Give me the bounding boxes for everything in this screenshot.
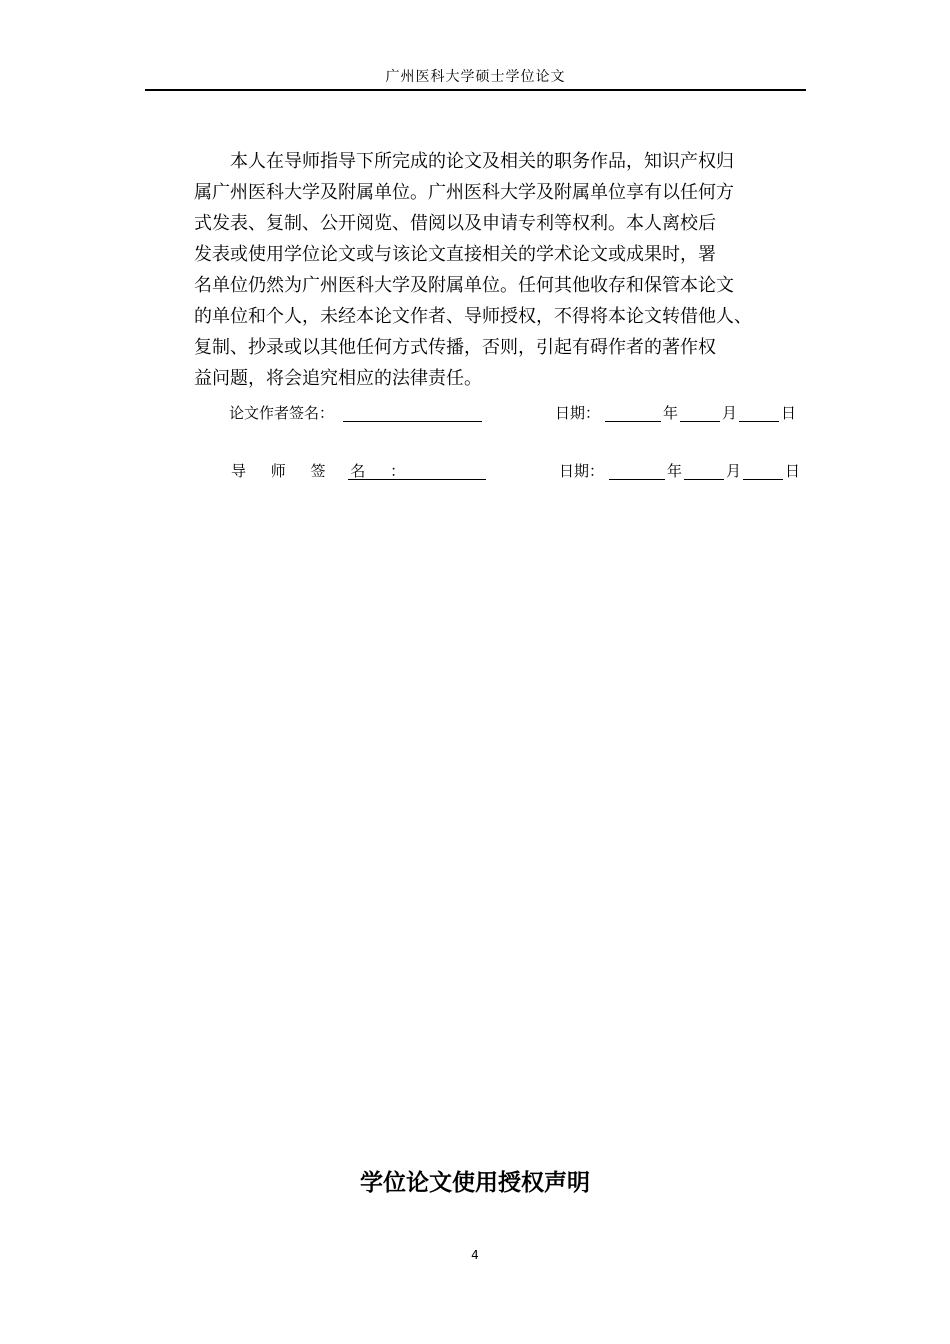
author-year-unit: 年 (663, 404, 679, 422)
paragraph-line: 本人在导师指导下所完成的论文及相关的职务作品，知识产权归 (194, 151, 734, 172)
paragraph-line: 的单位和个人，未经本论文作者、导师授权，不得将本论文转借他人、 (194, 306, 752, 327)
author-month-unit: 月 (722, 404, 738, 422)
header-rule (145, 89, 806, 91)
section-title: 学位论文使用授权声明 (360, 1170, 590, 1196)
advisor-signature-field[interactable] (348, 479, 486, 480)
paragraph-line: 发表或使用学位论文或与该论文直接相关的学术论文或成果时，署 (194, 244, 716, 265)
author-signature-row (0, 403, 950, 427)
author-date-month-field[interactable] (680, 421, 720, 422)
paragraph-line: 复制、抄录或以其他任何方式传播，否则，引起有碍作者的著作权 (194, 337, 716, 358)
advisor-date-label: 日期： (559, 462, 605, 480)
advisor-signature-row (0, 461, 950, 485)
paragraph-line: 名单位仍然为广州医科大学及附属单位。任何其他收存和保管本论文 (194, 275, 734, 296)
author-signature-field[interactable] (343, 421, 482, 422)
advisor-signature-label: 导 师 签 名 ： (231, 462, 416, 480)
declaration-paragraph (194, 146, 776, 394)
author-date-year-field[interactable] (605, 421, 661, 422)
author-signature-label: 论文作者签名： (229, 404, 335, 422)
paragraph-line: 益问题，将会追究相应的法律责任。 (194, 368, 482, 389)
advisor-month-unit: 月 (726, 462, 742, 480)
advisor-date-day-field[interactable] (743, 479, 783, 480)
paragraph-line: 式发表、复制、公开阅览、借阅以及申请专利等权利。本人离校后 (194, 213, 716, 234)
page-number: 4 (471, 1248, 479, 1262)
advisor-date-year-field[interactable] (609, 479, 665, 480)
author-date-label: 日期： (555, 404, 601, 422)
advisor-year-unit: 年 (667, 462, 683, 480)
page-header: 广州医科大学硕士学位论文 (385, 69, 566, 85)
advisor-day-unit: 日 (785, 462, 801, 480)
author-date-day-field[interactable] (739, 421, 779, 422)
author-day-unit: 日 (781, 404, 797, 422)
paragraph-line: 属广州医科大学及附属单位。广州医科大学及附属单位享有以任何方 (194, 182, 734, 203)
advisor-date-month-field[interactable] (684, 479, 724, 480)
